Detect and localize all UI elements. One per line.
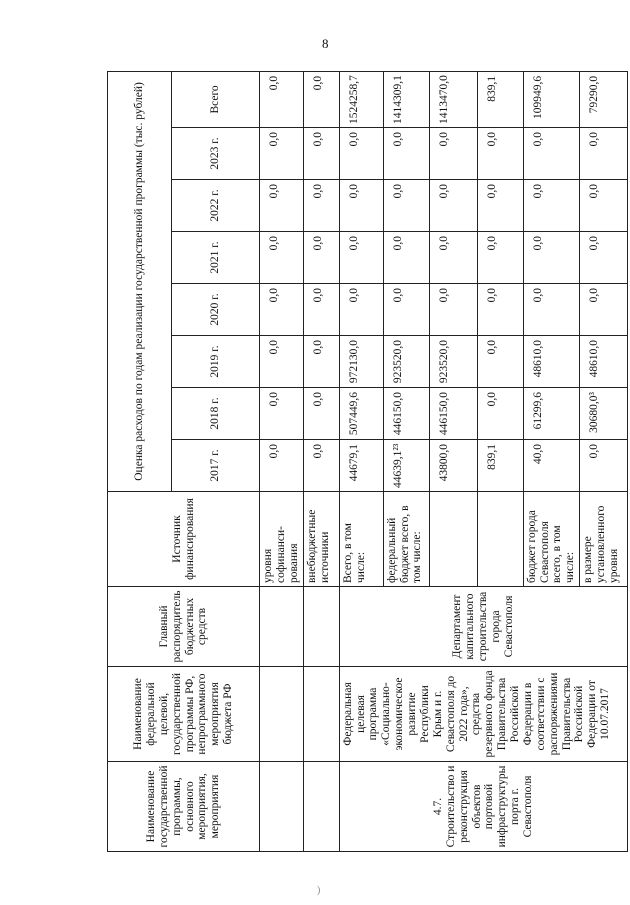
- page-number: 8: [322, 36, 329, 51]
- value-cell: 0,0: [477, 232, 523, 284]
- header-year: 2019 г.: [172, 336, 260, 388]
- header-year: 2017 г.: [172, 440, 260, 492]
- value-cell: 0,0: [339, 284, 383, 336]
- value-cell: 0,0: [580, 284, 628, 336]
- source-cell: федеральный бюджет всего, в том числе:: [383, 492, 429, 587]
- source-cell: Всего, в том числе:: [339, 492, 383, 587]
- value-cell: 0,0: [303, 180, 339, 232]
- header-year: 2018 г.: [172, 388, 260, 440]
- value-cell: 0,0: [523, 180, 580, 232]
- value-cell: 1414309,1: [383, 71, 429, 127]
- value-cell: 0,0: [523, 284, 580, 336]
- value-cell: 43800,0: [429, 440, 477, 492]
- value-cell: 0,0: [303, 232, 339, 284]
- value-cell: 0,0: [477, 180, 523, 232]
- value-cell: 44679,1: [339, 440, 383, 492]
- value-cell: 0,0: [477, 336, 523, 388]
- value-cell: 0,0: [339, 232, 383, 284]
- footer-mark: ): [317, 885, 321, 896]
- manager-cell: Департамент капитального строительства города Севастополя: [339, 587, 628, 667]
- header-year: 2020 г.: [172, 284, 260, 336]
- source-cell: [477, 492, 523, 587]
- value-cell: 0,0: [303, 284, 339, 336]
- value-cell: 30680,0³: [580, 388, 628, 440]
- value-cell: 0,0: [260, 284, 304, 336]
- header-manager: Главный распорядитель бюджетных средств: [108, 587, 260, 667]
- header-year: 2022 г.: [172, 180, 260, 232]
- header-federal-program: Наименование федеральной целевой, государственной программы РФ, непрограммного мероприятия бюджета РФ: [108, 667, 260, 762]
- table-row: [339, 71, 383, 851]
- value-cell: 0,0: [260, 128, 304, 180]
- value-cell: 0,0: [260, 388, 304, 440]
- header-program: Наименование государственной программы, основного мероприятия, мероприятия: [108, 762, 260, 852]
- header-total: Всего: [172, 71, 260, 127]
- value-cell: 446150,0: [383, 388, 429, 440]
- value-cell: 0,0: [339, 180, 383, 232]
- expenses-table: [107, 71, 628, 852]
- value-cell: 0,0: [580, 440, 628, 492]
- value-cell: 0,0: [523, 128, 580, 180]
- value-cell: 0,0: [383, 232, 429, 284]
- value-cell: 0,0: [303, 128, 339, 180]
- value-cell: 0,0: [339, 128, 383, 180]
- value-cell: 0,0: [383, 128, 429, 180]
- value-cell: 1524258,7: [339, 71, 383, 127]
- header-expense-group: Оценка расходов по годам реализации государственной программы (тыс. рублей): [108, 71, 172, 491]
- value-cell: 0,0: [429, 232, 477, 284]
- value-cell: 0,0: [429, 180, 477, 232]
- value-cell: 61299,6: [523, 388, 580, 440]
- value-cell: 1413470,0: [429, 71, 477, 127]
- value-cell: 839,1: [477, 71, 523, 127]
- value-cell: 0,0: [383, 180, 429, 232]
- source-cell: в размере установленного уровня: [580, 492, 628, 587]
- value-cell: 40,0: [523, 440, 580, 492]
- value-cell: 0,0: [429, 284, 477, 336]
- header-year: 2021 г.: [172, 232, 260, 284]
- value-cell: 0,0: [303, 388, 339, 440]
- value-cell: 79290,0: [580, 71, 628, 127]
- value-cell: 0,0: [580, 232, 628, 284]
- value-cell: 0,0: [580, 180, 628, 232]
- value-cell: 0,0: [477, 128, 523, 180]
- value-cell: 109949,6: [523, 71, 580, 127]
- value-cell: 923520,0: [383, 336, 429, 388]
- value-cell: 839,1: [477, 440, 523, 492]
- value-cell: 0,0: [477, 284, 523, 336]
- value-cell: 0,0: [429, 128, 477, 180]
- rotated-table-container: [107, 72, 620, 852]
- federal-program-cell: Федеральная целевая программа «Социально-экономическое развитие Республики Крым и г. Севастополя до 2022 года», средства резервного фонда Правительства Российской Федерации в соответствии с распоряжениями Правительства Российской Федерации от 10.07.2017: [339, 667, 628, 762]
- source-cell: внебюджетные источники: [303, 492, 339, 587]
- value-cell: 0,0: [303, 336, 339, 388]
- value-cell: 48610,0: [523, 336, 580, 388]
- value-cell: 0,0: [260, 232, 304, 284]
- header-year: 2023 г.: [172, 128, 260, 180]
- value-cell: 446150,0: [429, 388, 477, 440]
- value-cell: 0,0: [260, 336, 304, 388]
- source-cell: [429, 492, 477, 587]
- value-cell: 0,0: [477, 388, 523, 440]
- table-row: [303, 71, 339, 851]
- program-item-cell: 4.7. Строительство и реконструкция объектов портовой инфраструктуры порта г. Севастополя: [339, 762, 628, 852]
- value-cell: 0,0: [260, 440, 304, 492]
- value-cell: 507449,6: [339, 388, 383, 440]
- value-cell: 44639,1²³: [383, 440, 429, 492]
- value-cell: 0,0: [260, 71, 304, 127]
- value-cell: 972130,0: [339, 336, 383, 388]
- value-cell: 0,0: [303, 440, 339, 492]
- header-source: Источник финансирования: [108, 492, 260, 587]
- value-cell: 0,0: [523, 232, 580, 284]
- value-cell: 923520,0: [429, 336, 477, 388]
- table-row: [260, 71, 304, 851]
- value-cell: 0,0: [383, 284, 429, 336]
- value-cell: 0,0: [303, 71, 339, 127]
- source-cell: уровня софинанси-рования: [260, 492, 304, 587]
- value-cell: 0,0: [580, 128, 628, 180]
- value-cell: 48610,0: [580, 336, 628, 388]
- value-cell: 0,0: [260, 180, 304, 232]
- source-cell: бюджет города Севастополя всего, в том числе:: [523, 492, 580, 587]
